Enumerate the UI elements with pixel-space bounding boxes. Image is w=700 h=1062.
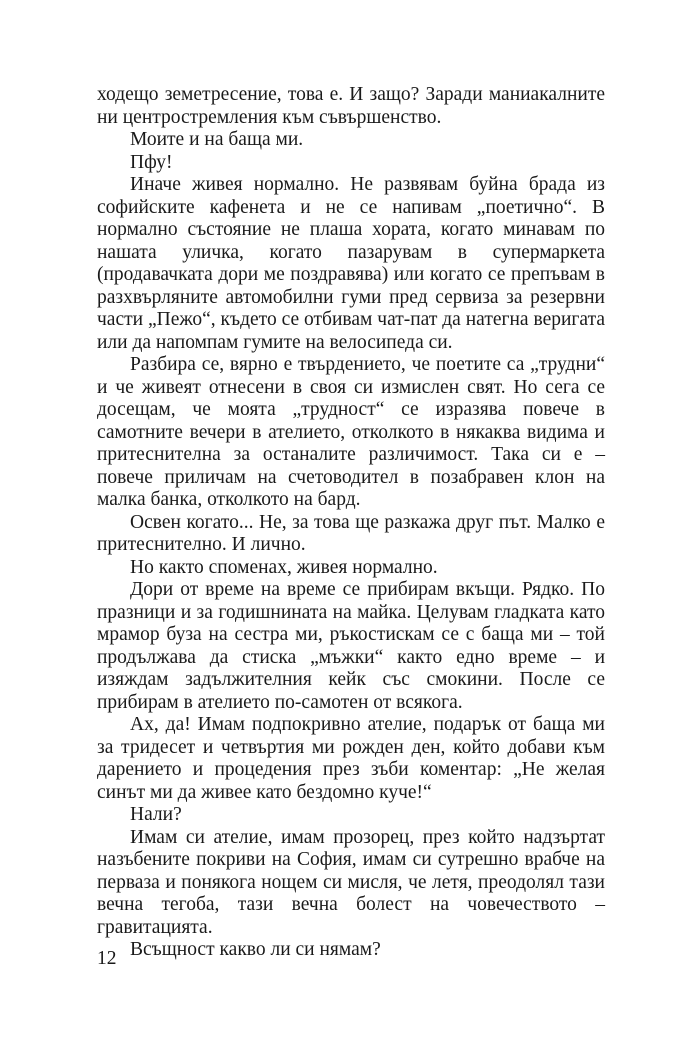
paragraph: Пфу! [130,151,173,173]
paragraph: Ах, да! Имам подпокривно ателие, подарък от баща ми за тридесет и четвъртия ми рожден ден, който добави към дарението и процедения през зъби коментар: „Не желая синът ми да живее като бездомно куче!“ [97,714,605,803]
paragraph: Всъщност какво ли си нямам? [130,939,381,960]
paragraph: Дори от време на време се прибирам вкъщи. Рядко. По празници и за годишнината на майка. Целувам гладката като мрамор буза на сестра ми, ръкостискам се с баща ми – той продължава да стиска „мъжки“ както едно време – и изяждам задължителния кейк със смокини. После се прибирам в ателието по-самотен от всякога. [97,579,605,713]
paragraph: Но както споменах, живея нормално. [130,556,438,578]
paragraph: Имам си ателие, имам прозорец, през който надзъртат назъбените покриви на София, имам си сутрешно врабче на перваза и понякога нощем си мисля, че летя, преодолял тази вечна тегоба, тази вечна болест на човечеството – гравитацията. [97,826,605,938]
paragraph: Освен когато... Не, за това ще разкажа друг път. Малко е притеснително. И лично. [97,511,605,555]
paragraph-continuation: ходещо земетресение, това е. И защо? Заради маниакалните ни центростремления към съвършенство. [97,84,605,128]
page-number: 12 [97,948,117,969]
paragraph: Нали? [130,804,182,825]
paragraph: Моите и на баща ми. [130,129,304,150]
body-text [97,84,605,962]
paragraph: Иначе живея нормално. Не развявам буйна брада из софийските кафенета и не се напивам „поетично“. В нормално състояние не плаша хората, когато минавам по нашата уличка, когато пазарувам в супермаркета (продавачката дори ме поздравява) или когато се препъвам в разхвърляните автомобилни гуми пред сервиза за резервни части „Пежо“, където се отбивам чат-пат да натегна веригата или да напомпам гумите на велосипеда си. [97,174,605,353]
paragraph: Разбира се, вярно е твърдението, че поетите са „трудни“ и че живеят отнесени в своя си измислен свят. Но сега се досещам, че моята „трудност“ се изразява повече в самотните вечери в ателието, отколкото в някаква видима и притеснителна за останалите различимост. Така си е – повече приличам на счетоводител в позабравен клон на малка банка, отколкото на бард. [97,354,605,510]
